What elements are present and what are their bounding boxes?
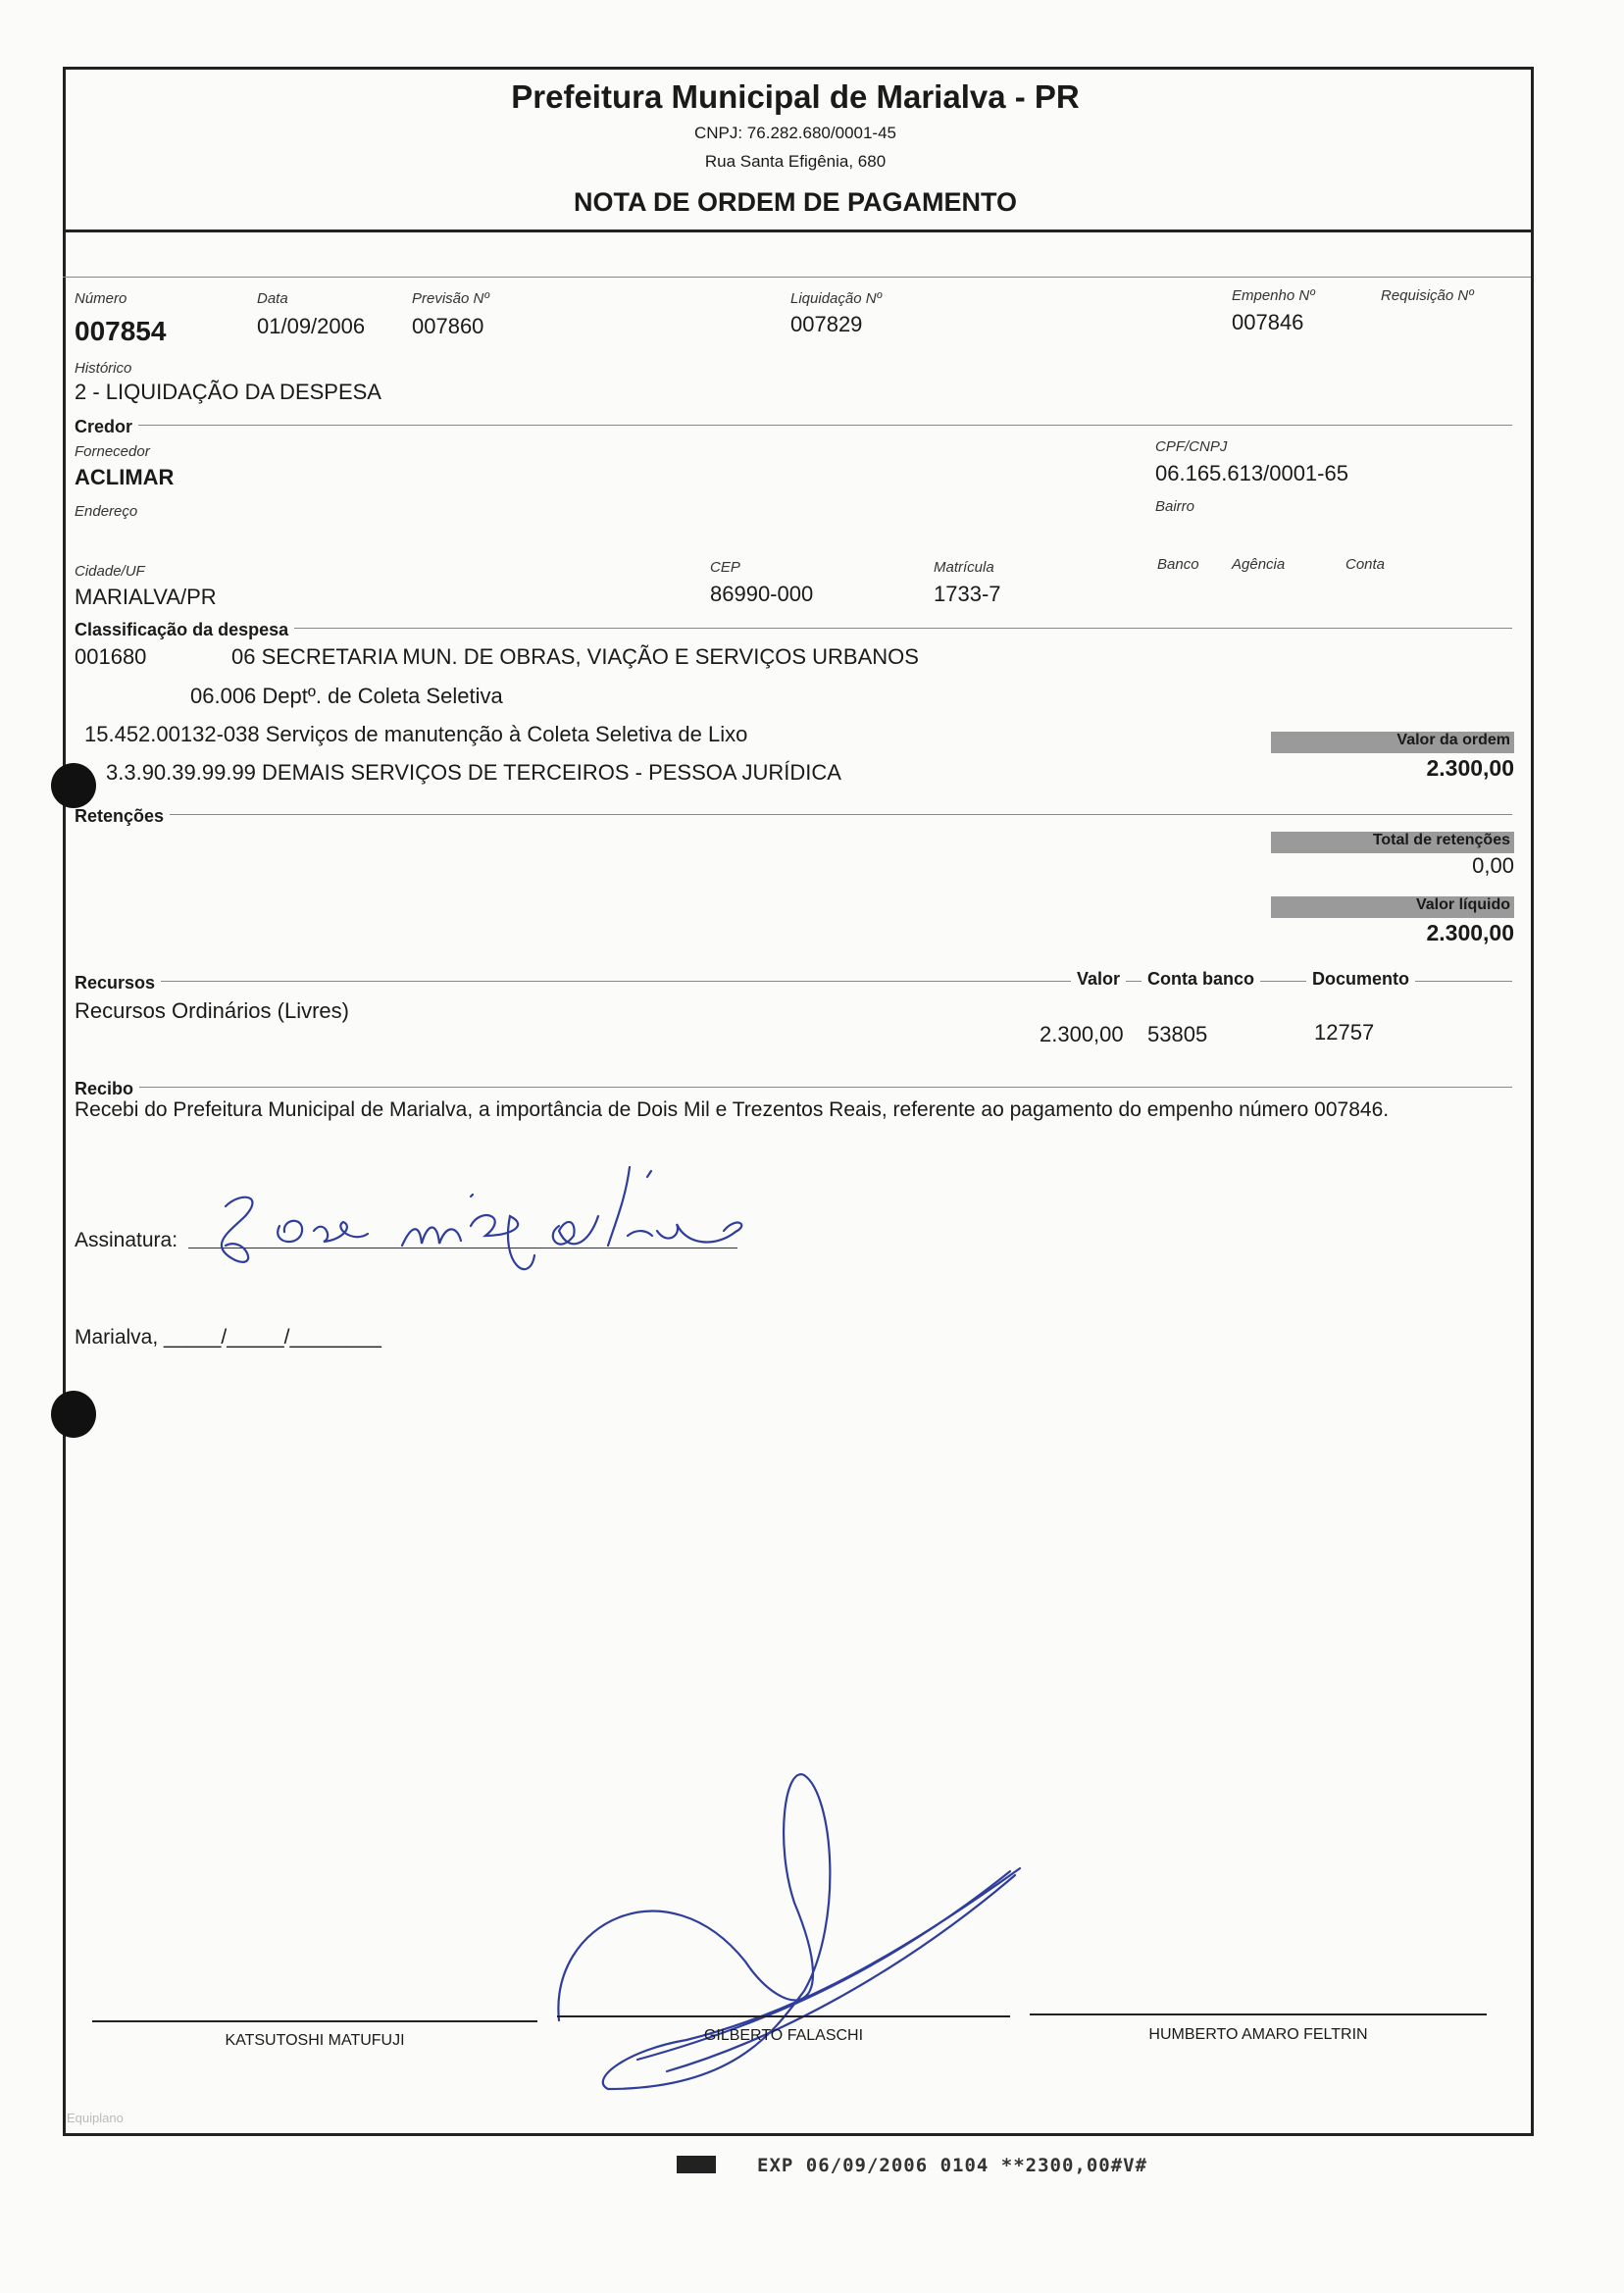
cep-value: 86990-000: [710, 582, 814, 606]
historico-label: Histórico: [75, 360, 132, 377]
classificacao-code: 001680: [75, 644, 147, 669]
fornecedor-label: Fornecedor: [75, 443, 150, 460]
empenho-label: Empenho Nº: [1232, 287, 1315, 304]
empenho-value: 007846: [1232, 310, 1304, 334]
header-divider: [63, 229, 1531, 232]
credor-line: [75, 425, 1512, 426]
conta-label: Conta: [1345, 556, 1386, 573]
recibo-line: [75, 1087, 1512, 1088]
date-line: Marialva, _____/_____/________: [75, 1326, 381, 1349]
valor-ordem-label: Valor da ordem: [1271, 732, 1514, 753]
retencoes-line: [75, 814, 1512, 815]
address-text: Rua Santa Efigênia, 680: [704, 152, 887, 171]
total-retencoes-value: 0,00: [1472, 853, 1514, 878]
numero-value: 007854: [75, 316, 167, 346]
punch-hole-top: [51, 763, 96, 808]
bairro-label: Bairro: [1155, 498, 1195, 515]
cep-label: CEP: [710, 559, 740, 576]
cidade-label: Cidade/UF: [75, 563, 145, 580]
endereco-label: Endereço: [75, 503, 138, 520]
classificacao-line-4: 3.3.90.39.99.99 DEMAIS SERVIÇOS DE TERCEIROS - PESSOA JURÍDICA: [106, 760, 841, 785]
cpf-label: CPF/CNPJ: [1155, 438, 1228, 455]
liquidacao-label: Liquidação Nº: [790, 290, 883, 307]
punch-hole-bottom: [51, 1391, 96, 1438]
gilberto-signature: [549, 1765, 1030, 2099]
signature-line-1: [92, 2020, 537, 2022]
data-label: Data: [257, 290, 288, 307]
fornecedor-value: ACLIMAR: [75, 465, 175, 489]
signatory-1: KATSUTOSHI MATUFUJI: [225, 2032, 405, 2049]
recursos-line: [75, 981, 1512, 982]
historico-value: 2 - LIQUIDAÇÃO DA DESPESA: [75, 380, 381, 404]
previsao-value: 007860: [412, 314, 484, 338]
signature-line-2: [557, 2015, 1010, 2017]
classificacao-line-1: 06 SECRETARIA MUN. DE OBRAS, VIAÇÃO E SERVIÇOS URBANOS: [231, 644, 919, 669]
stamp-mark: [677, 2156, 716, 2173]
assinatura-label: Assinatura:: [75, 1229, 178, 1251]
cnpj-text: CNPJ: 76.282.680/0001-45: [693, 124, 897, 142]
classificacao-section: Classificação da despesa: [75, 620, 294, 640]
classificacao-line-2: 06.006 Deptº. de Coleta Seletiva: [190, 684, 503, 708]
document-title: NOTA DE ORDEM DE PAGAMENTO: [573, 187, 1017, 217]
footer-small: Equiplano: [67, 2111, 124, 2125]
signature-line-3: [1030, 2013, 1487, 2015]
previsao-label: Previsão Nº: [412, 290, 489, 307]
recursos-documento: 12757: [1314, 1020, 1375, 1045]
recursos-valor-header: Valor: [1071, 969, 1126, 990]
recibo-section: Recibo: [75, 1079, 139, 1099]
retencoes-section: Retenções: [75, 806, 170, 827]
matricula-label: Matrícula: [934, 559, 994, 576]
cpf-value: 06.165.613/0001-65: [1155, 461, 1348, 485]
requisicao-label: Requisição Nº: [1381, 287, 1474, 304]
recursos-conta-header: Conta banco: [1142, 969, 1260, 990]
matricula-value: 1733-7: [934, 582, 1001, 606]
handwritten-signature: [186, 1138, 824, 1295]
valor-ordem-value: 2.300,00: [1426, 755, 1514, 781]
valor-liquido-value: 2.300,00: [1426, 920, 1514, 945]
recibo-text: Recebi do Prefeitura Municipal de Marialva, a importância de Dois Mil e Trezentos Reais, referente ao pagamento do empenho número 007846.: [75, 1098, 1390, 1121]
cidade-value: MARIALVA/PR: [75, 585, 217, 609]
signatory-3: HUMBERTO AMARO FELTRIN: [1148, 2026, 1368, 2043]
total-retencoes-label: Total de retenções: [1271, 832, 1514, 853]
data-value: 01/09/2006: [257, 314, 366, 338]
recursos-conta: 53805: [1147, 1022, 1208, 1046]
classificacao-line-3: 15.452.00132-038 Serviços de manutenção à Coleta Seletiva de Lixo: [84, 722, 748, 746]
bank-stamp: EXP 06/09/2006 0104 **2300,00#V#: [757, 2155, 1148, 2176]
numero-label: Número: [75, 290, 127, 307]
liquidacao-value: 007829: [790, 312, 863, 336]
recursos-valor: 2.300,00: [1040, 1022, 1124, 1046]
recursos-documento-header: Documento: [1306, 969, 1415, 990]
credor-section: Credor: [75, 417, 138, 437]
valor-liquido-label: Valor líquido: [1271, 896, 1514, 918]
banco-label: Banco: [1157, 556, 1199, 573]
signatory-2: GILBERTO FALASCHI: [703, 2027, 864, 2044]
recursos-section: Recursos: [75, 973, 161, 994]
recursos-name: Recursos Ordinários (Livres): [75, 998, 349, 1023]
page-title: Prefeitura Municipal de Marialva - PR: [511, 78, 1080, 115]
agencia-label: Agência: [1232, 556, 1286, 573]
ids-divider: [63, 277, 1531, 278]
